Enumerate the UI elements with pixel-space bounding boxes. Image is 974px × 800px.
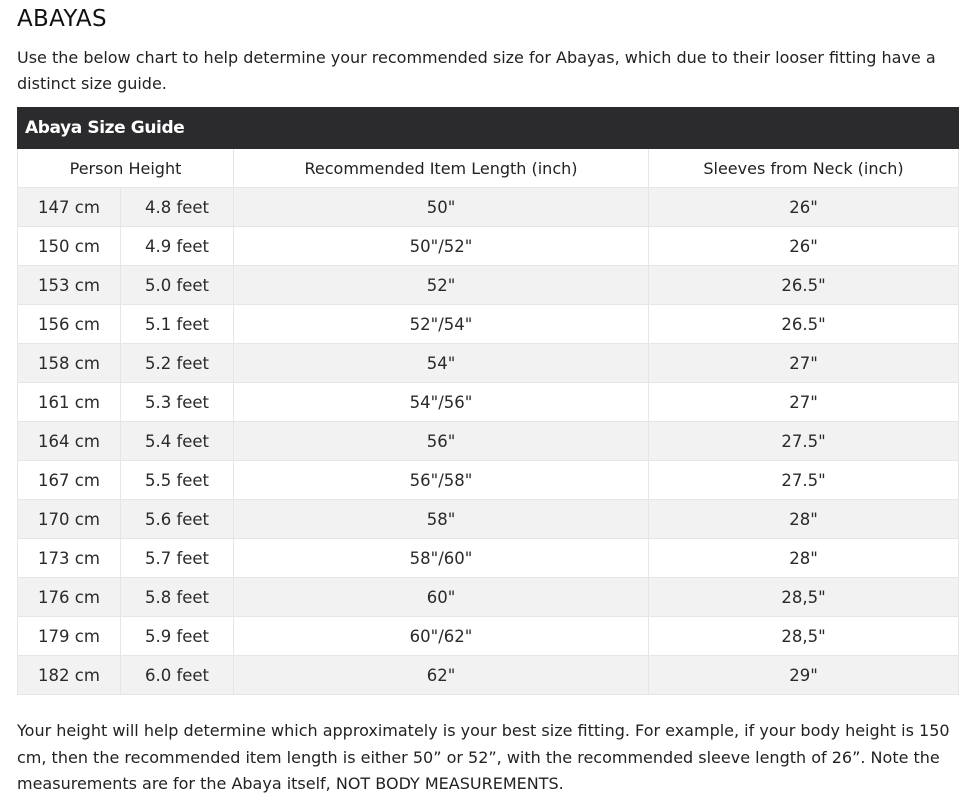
height-feet-cell: 4.8 feet	[121, 188, 234, 227]
item-length-cell: 56"/58"	[234, 461, 649, 500]
height-cm-cell: 182 cm	[18, 656, 121, 695]
table-row	[18, 578, 959, 617]
height-cm-cell: 176 cm	[18, 578, 121, 617]
height-cm-cell: 179 cm	[18, 617, 121, 656]
height-cm-cell: 173 cm	[18, 539, 121, 578]
height-feet-cell: 6.0 feet	[121, 656, 234, 695]
table-header-row	[18, 149, 959, 188]
height-cm-cell: 170 cm	[18, 500, 121, 539]
sleeves-cell: 26.5"	[649, 305, 959, 344]
item-length-cell: 58"/60"	[234, 539, 649, 578]
table-row	[18, 266, 959, 305]
height-feet-cell: 5.3 feet	[121, 383, 234, 422]
table-row	[18, 188, 959, 227]
item-length-cell: 62"	[234, 656, 649, 695]
table-row	[18, 227, 959, 266]
item-length-cell: 60"	[234, 578, 649, 617]
table-row	[18, 656, 959, 695]
table-row	[18, 344, 959, 383]
height-feet-cell: 5.4 feet	[121, 422, 234, 461]
table-row	[18, 500, 959, 539]
sleeves-cell: 28,5"	[649, 617, 959, 656]
sleeves-cell: 28"	[649, 539, 959, 578]
sleeves-cell: 27"	[649, 344, 959, 383]
table-row	[18, 383, 959, 422]
header-sleeves: Sleeves from Neck (inch)	[649, 149, 959, 188]
table-row	[18, 305, 959, 344]
height-cm-cell: 147 cm	[18, 188, 121, 227]
sleeves-cell: 26"	[649, 188, 959, 227]
sleeves-cell: 28"	[649, 500, 959, 539]
table-body	[18, 188, 959, 695]
height-feet-cell: 5.1 feet	[121, 305, 234, 344]
table-caption: Abaya Size Guide	[18, 108, 959, 149]
sleeves-cell: 26.5"	[649, 266, 959, 305]
item-length-cell: 58"	[234, 500, 649, 539]
sleeves-cell: 29"	[649, 656, 959, 695]
header-item-length: Recommended Item Length (inch)	[234, 149, 649, 188]
height-feet-cell: 5.5 feet	[121, 461, 234, 500]
height-cm-cell: 167 cm	[18, 461, 121, 500]
item-length-cell: 60"/62"	[234, 617, 649, 656]
outro-paragraph: Your height will help determine which approximately is your best size fitting. For example, if your body height is 150 cm, then the recommended item length is either 50” or 52”, with the recommended sleeve length of 26”. Note the measurements are for the Abaya itself, NOT BODY MEASUREMENTS.	[17, 721, 950, 793]
table-row	[18, 461, 959, 500]
height-feet-cell: 4.9 feet	[121, 227, 234, 266]
height-cm-cell: 164 cm	[18, 422, 121, 461]
page-title: ABAYAS	[17, 6, 107, 32]
item-length-cell: 54"/56"	[234, 383, 649, 422]
height-cm-cell: 150 cm	[18, 227, 121, 266]
intro-paragraph: Use the below chart to help determine your recommended size for Abayas, which due to their looser fitting have a distinct size guide.	[17, 48, 936, 93]
header-person-height: Person Height	[18, 149, 234, 188]
item-length-cell: 56"	[234, 422, 649, 461]
height-cm-cell: 156 cm	[18, 305, 121, 344]
item-length-cell: 52"/54"	[234, 305, 649, 344]
table-row	[18, 539, 959, 578]
table-row	[18, 422, 959, 461]
height-feet-cell: 5.6 feet	[121, 500, 234, 539]
sleeves-cell: 27.5"	[649, 422, 959, 461]
height-feet-cell: 5.2 feet	[121, 344, 234, 383]
item-length-cell: 54"	[234, 344, 649, 383]
height-feet-cell: 5.7 feet	[121, 539, 234, 578]
item-length-cell: 50"/52"	[234, 227, 649, 266]
size-guide-table	[17, 107, 959, 695]
sleeves-cell: 28,5"	[649, 578, 959, 617]
height-feet-cell: 5.0 feet	[121, 266, 234, 305]
table-caption-row	[18, 108, 959, 149]
height-cm-cell: 153 cm	[18, 266, 121, 305]
height-cm-cell: 158 cm	[18, 344, 121, 383]
height-cm-cell: 161 cm	[18, 383, 121, 422]
item-length-cell: 50"	[234, 188, 649, 227]
sleeves-cell: 26"	[649, 227, 959, 266]
height-feet-cell: 5.8 feet	[121, 578, 234, 617]
sleeves-cell: 27.5"	[649, 461, 959, 500]
table-row	[18, 617, 959, 656]
sleeves-cell: 27"	[649, 383, 959, 422]
height-feet-cell: 5.9 feet	[121, 617, 234, 656]
item-length-cell: 52"	[234, 266, 649, 305]
